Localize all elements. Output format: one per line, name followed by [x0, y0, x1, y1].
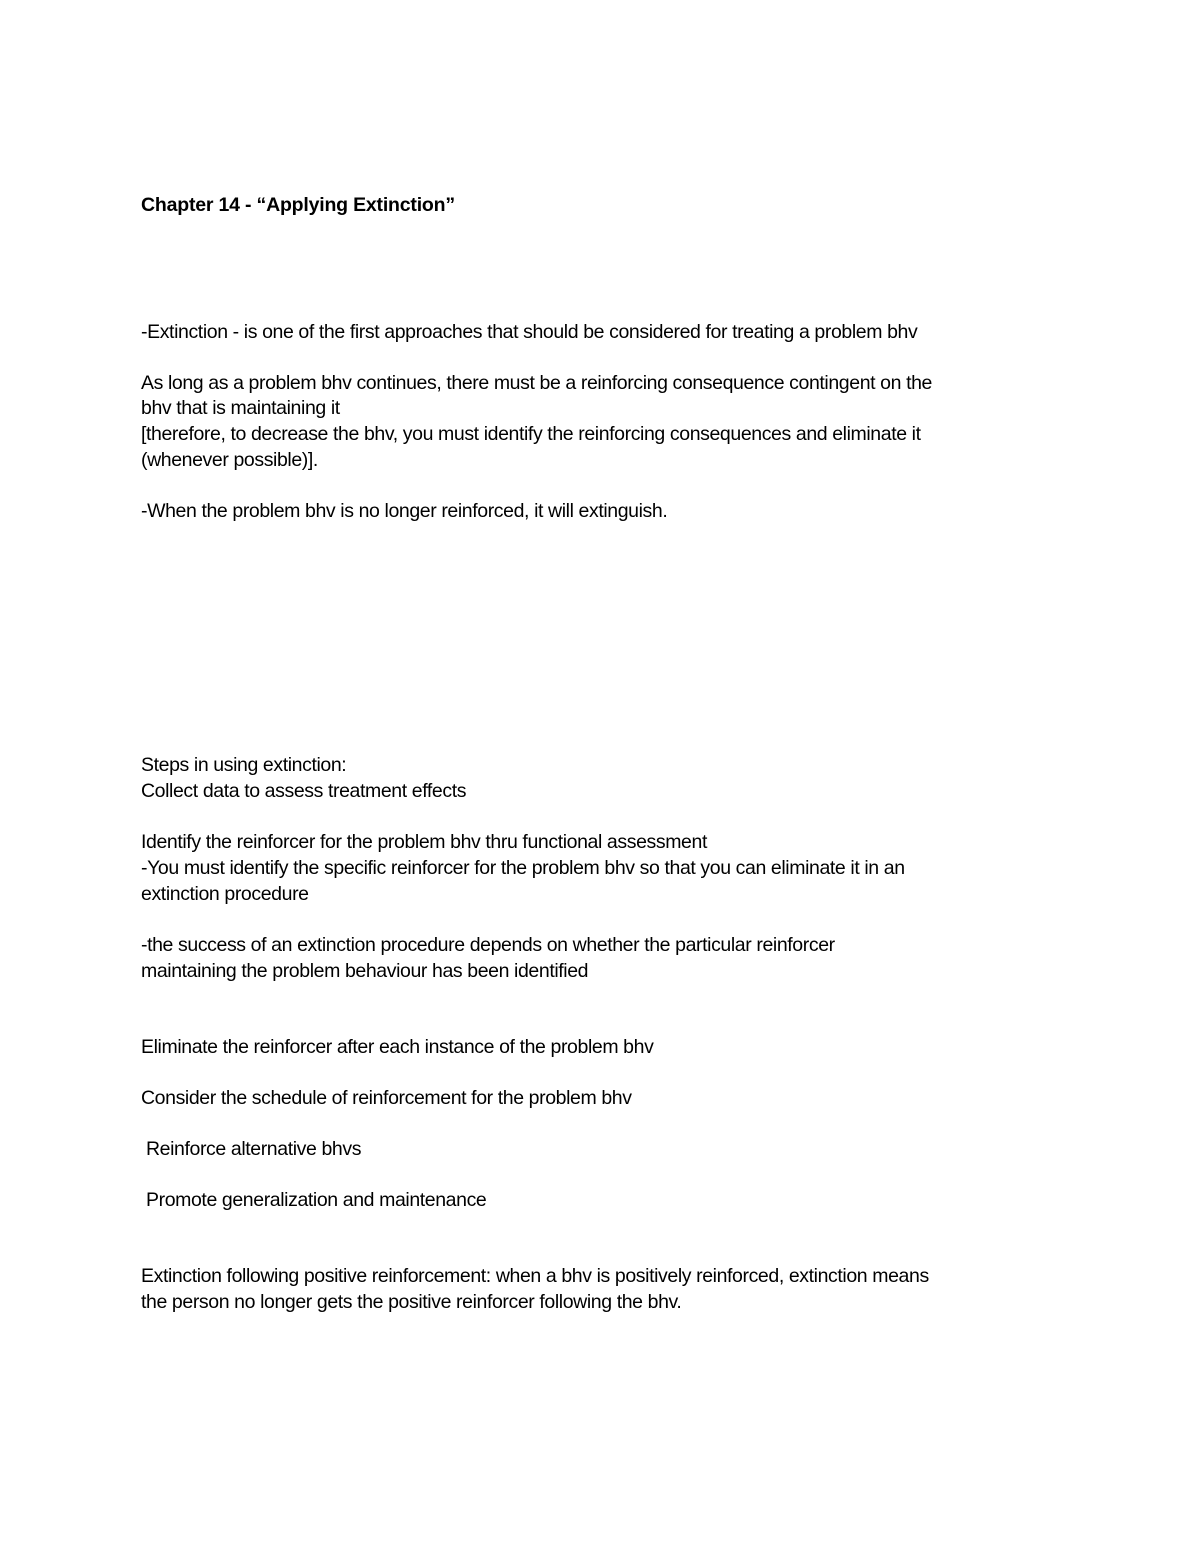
- extinction-conclusion: -When the problem bhv is no longer reinforced, it will extinguish.: [141, 500, 668, 522]
- intro-paragraph-line-2: bhv that is maintaining it: [141, 397, 340, 419]
- step-identify-note2-line-2: maintaining the problem behaviour has been identified: [141, 960, 589, 982]
- step-collect-data: Collect data to assess treatment effects: [141, 780, 467, 802]
- intro-paragraph-line-4: (whenever possible)].: [141, 449, 318, 471]
- step-identify-note-line-2: extinction procedure: [141, 883, 309, 905]
- positive-reinforcement-line-1: Extinction following positive reinforcement: when a bhv is positively reinforced, extinction means: [141, 1265, 929, 1287]
- step-identify-note-line-1: -You must identify the specific reinforcer for the problem bhv so that you can eliminate it in an: [141, 857, 905, 879]
- step-promote-generalization: Promote generalization and maintenance: [146, 1189, 487, 1211]
- extinction-definition: -Extinction - is one of the first approaches that should be considered for treating a problem bhv: [141, 321, 918, 343]
- intro-paragraph-line-1: As long as a problem bhv continues, there must be a reinforcing consequence contingent on the: [141, 372, 932, 394]
- step-identify-reinforcer: Identify the reinforcer for the problem bhv thru functional assessment: [141, 831, 707, 853]
- step-identify-note2-line-1: -the success of an extinction procedure depends on whether the particular reinforcer: [141, 934, 835, 956]
- intro-paragraph-line-3: [therefore, to decrease the bhv, you must identify the reinforcing consequences and eliminate it: [141, 423, 921, 445]
- step-reinforce-alternatives: Reinforce alternative bhvs: [146, 1138, 362, 1160]
- positive-reinforcement-line-2: the person no longer gets the positive reinforcer following the bhv.: [141, 1291, 682, 1313]
- steps-heading: Steps in using extinction:: [141, 754, 347, 776]
- step-eliminate-reinforcer: Eliminate the reinforcer after each instance of the problem bhv: [141, 1036, 654, 1058]
- step-consider-schedule: Consider the schedule of reinforcement for the problem bhv: [141, 1087, 632, 1109]
- document-title: Chapter 14 - “Applying Extinction”: [141, 194, 455, 216]
